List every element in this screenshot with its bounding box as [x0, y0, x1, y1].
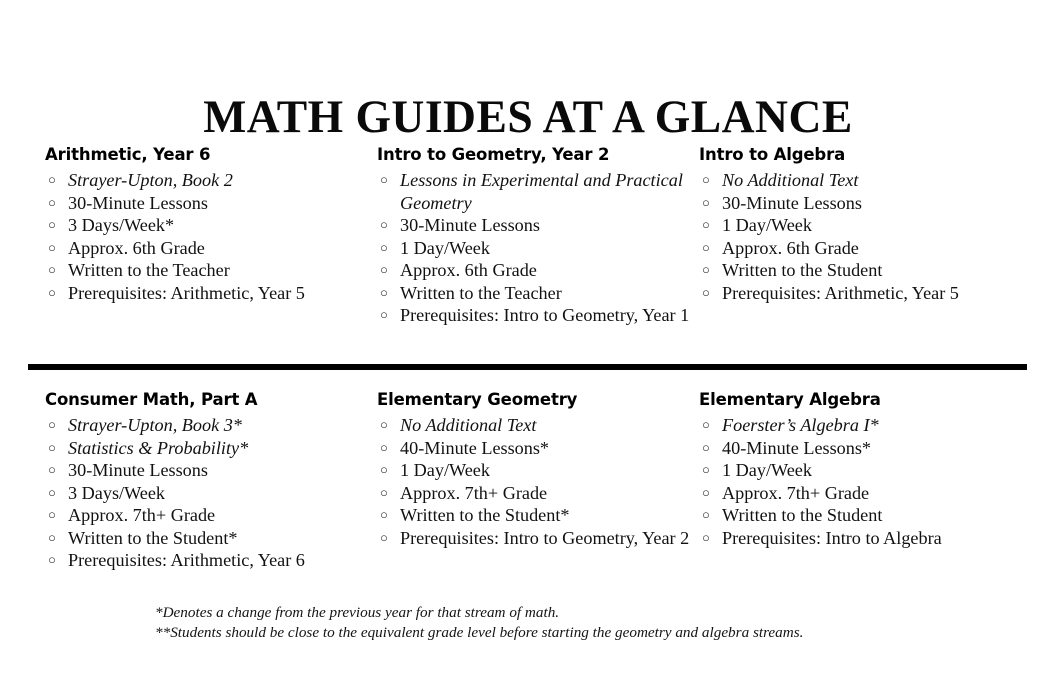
guide-detail-list — [45, 169, 377, 304]
circle-bullet-icon: ○ — [380, 484, 388, 500]
list-item — [377, 437, 699, 460]
circle-bullet-icon: ○ — [380, 172, 388, 188]
list-item-label: Written to the Student — [722, 260, 883, 281]
list-item — [377, 504, 699, 527]
circle-bullet-icon: ○ — [48, 552, 56, 568]
list-item — [377, 169, 699, 214]
guide-detail-list — [699, 169, 1035, 304]
list-item-label: 1 Day/Week — [722, 460, 812, 481]
list-item-label: Prerequisites: Intro to Geometry, Year 2 — [400, 527, 690, 548]
list-item — [699, 437, 1035, 460]
circle-bullet-icon: ○ — [48, 172, 56, 188]
list-item — [377, 482, 699, 505]
list-item-label: Prerequisites: Intro to Geometry, Year 1 — [400, 305, 690, 326]
guides-row-top — [45, 146, 1035, 327]
list-item — [45, 482, 377, 505]
circle-bullet-icon: ○ — [702, 507, 710, 523]
circle-bullet-icon: ○ — [48, 284, 56, 300]
guides-row-bottom — [45, 391, 1035, 572]
circle-bullet-icon: ○ — [380, 217, 388, 233]
list-item — [699, 214, 1035, 237]
list-item-label: Prerequisites: Arithmetic, Year 5 — [722, 282, 959, 303]
column-heading: Arithmetic, Year 6 — [45, 145, 211, 164]
circle-bullet-icon: ○ — [380, 239, 388, 255]
circle-bullet-icon: ○ — [702, 262, 710, 278]
guide-column-intro-to-algebra — [699, 146, 1035, 304]
list-item — [699, 414, 1035, 437]
circle-bullet-icon: ○ — [702, 484, 710, 500]
list-item — [377, 304, 699, 327]
list-item — [699, 482, 1035, 505]
list-item — [699, 459, 1035, 482]
list-item-label: Prerequisites: Arithmetic, Year 6 — [68, 550, 305, 571]
list-item-label: 3 Days/Week* — [68, 215, 175, 236]
list-item — [377, 259, 699, 282]
circle-bullet-icon: ○ — [702, 417, 710, 433]
circle-bullet-icon: ○ — [702, 194, 710, 210]
list-item — [699, 237, 1035, 260]
guide-column-arithmetic-year-6 — [45, 146, 377, 304]
list-item — [699, 504, 1035, 527]
circle-bullet-icon: ○ — [48, 462, 56, 478]
list-item-label: Written to the Teacher — [400, 282, 562, 303]
list-item-label: Statistics & Probability* — [68, 437, 249, 458]
guide-column-intro-to-geometry-year-2 — [377, 146, 699, 327]
circle-bullet-icon: ○ — [48, 194, 56, 210]
circle-bullet-icon: ○ — [48, 217, 56, 233]
list-item — [699, 192, 1035, 215]
circle-bullet-icon: ○ — [48, 507, 56, 523]
circle-bullet-icon: ○ — [702, 439, 710, 455]
list-item — [699, 169, 1035, 192]
list-item — [45, 414, 377, 437]
list-item — [45, 437, 377, 460]
page-title: MATH GUIDES AT A GLANCE — [203, 91, 853, 144]
list-item-label: Approx. 7th+ Grade — [68, 505, 216, 526]
column-heading: Consumer Math, Part A — [45, 390, 258, 409]
list-item — [377, 414, 699, 437]
circle-bullet-icon: ○ — [48, 439, 56, 455]
circle-bullet-icon: ○ — [380, 417, 388, 433]
list-item-label: No Additional Text — [722, 170, 859, 191]
list-item-label: 3 Days/Week — [68, 482, 166, 503]
guide-detail-list — [699, 414, 1035, 549]
list-item — [377, 237, 699, 260]
circle-bullet-icon: ○ — [380, 307, 388, 323]
column-heading: Intro to Geometry, Year 2 — [377, 145, 610, 164]
footnotes-block — [155, 603, 1015, 643]
list-item — [377, 282, 699, 305]
circle-bullet-icon: ○ — [48, 239, 56, 255]
circle-bullet-icon: ○ — [380, 439, 388, 455]
list-item — [377, 459, 699, 482]
list-item-label: 1 Day/Week — [400, 237, 490, 258]
list-item — [45, 192, 377, 215]
list-item-label: Written to the Student* — [68, 527, 238, 548]
list-item-label: 40-Minute Lessons* — [722, 437, 872, 458]
list-item — [45, 549, 377, 572]
circle-bullet-icon: ○ — [48, 417, 56, 433]
list-item — [45, 214, 377, 237]
list-item-label: 30-Minute Lessons — [400, 215, 540, 236]
list-item-label: Approx. 7th+ Grade — [722, 482, 870, 503]
list-item-label: No Additional Text — [400, 415, 537, 436]
circle-bullet-icon: ○ — [380, 262, 388, 278]
guide-detail-list — [45, 414, 377, 572]
list-item — [377, 527, 699, 550]
list-item — [45, 169, 377, 192]
list-item-label: 1 Day/Week — [400, 460, 490, 481]
circle-bullet-icon: ○ — [702, 239, 710, 255]
footnote-double-asterisk: **Students should be close to the equivalent grade level before starting the geometry and algebra streams. — [155, 624, 804, 641]
list-item — [45, 237, 377, 260]
circle-bullet-icon: ○ — [702, 284, 710, 300]
list-item — [699, 527, 1035, 550]
circle-bullet-icon: ○ — [48, 529, 56, 545]
guide-column-consumer-math-part-a — [45, 391, 377, 572]
circle-bullet-icon: ○ — [48, 484, 56, 500]
list-item-label: Written to the Teacher — [68, 260, 230, 281]
list-item — [45, 527, 377, 550]
list-item-label: Prerequisites: Intro to Algebra — [722, 527, 942, 548]
list-item — [45, 259, 377, 282]
list-item-label: Written to the Student — [722, 505, 883, 526]
list-item — [699, 259, 1035, 282]
list-item — [377, 214, 699, 237]
list-item — [45, 504, 377, 527]
guide-column-elementary-geometry — [377, 391, 699, 549]
list-item-label: 30-Minute Lessons — [722, 192, 862, 213]
section-divider — [28, 364, 1027, 370]
list-item-label: Strayer-Upton, Book 3* — [68, 415, 242, 436]
circle-bullet-icon: ○ — [380, 462, 388, 478]
circle-bullet-icon: ○ — [48, 262, 56, 278]
circle-bullet-icon: ○ — [380, 507, 388, 523]
circle-bullet-icon: ○ — [702, 529, 710, 545]
circle-bullet-icon: ○ — [702, 217, 710, 233]
list-item-label: 1 Day/Week — [722, 215, 812, 236]
list-item-label: 30-Minute Lessons — [68, 192, 208, 213]
column-heading: Elementary Algebra — [699, 390, 881, 409]
list-item-label: 30-Minute Lessons — [68, 460, 208, 481]
guide-detail-list — [377, 169, 699, 327]
circle-bullet-icon: ○ — [380, 284, 388, 300]
list-item-label: Foerster’s Algebra I* — [722, 415, 879, 436]
list-item-label: Prerequisites: Arithmetic, Year 5 — [68, 282, 305, 303]
list-item-label: Approx. 6th Grade — [722, 237, 859, 258]
list-item-label: 40-Minute Lessons* — [400, 437, 550, 458]
list-item-label: Approx. 7th+ Grade — [400, 482, 548, 503]
list-item-label: Approx. 6th Grade — [68, 237, 205, 258]
circle-bullet-icon: ○ — [702, 462, 710, 478]
list-item — [699, 282, 1035, 305]
column-heading: Elementary Geometry — [377, 390, 578, 409]
guide-column-elementary-algebra — [699, 391, 1035, 549]
list-item-label: Approx. 6th Grade — [400, 260, 537, 281]
list-item — [45, 282, 377, 305]
circle-bullet-icon: ○ — [702, 172, 710, 188]
list-item-label: Strayer-Upton, Book 2 — [68, 170, 233, 191]
footnote-single-asterisk: *Denotes a change from the previous year for that stream of math. — [155, 604, 560, 621]
guide-detail-list — [377, 414, 699, 549]
circle-bullet-icon: ○ — [380, 529, 388, 545]
list-item — [45, 459, 377, 482]
list-item-label: Written to the Student* — [400, 505, 570, 526]
column-heading: Intro to Algebra — [699, 145, 846, 164]
list-item-label: Lessons in Experimental and Practical Geometry — [400, 170, 683, 213]
